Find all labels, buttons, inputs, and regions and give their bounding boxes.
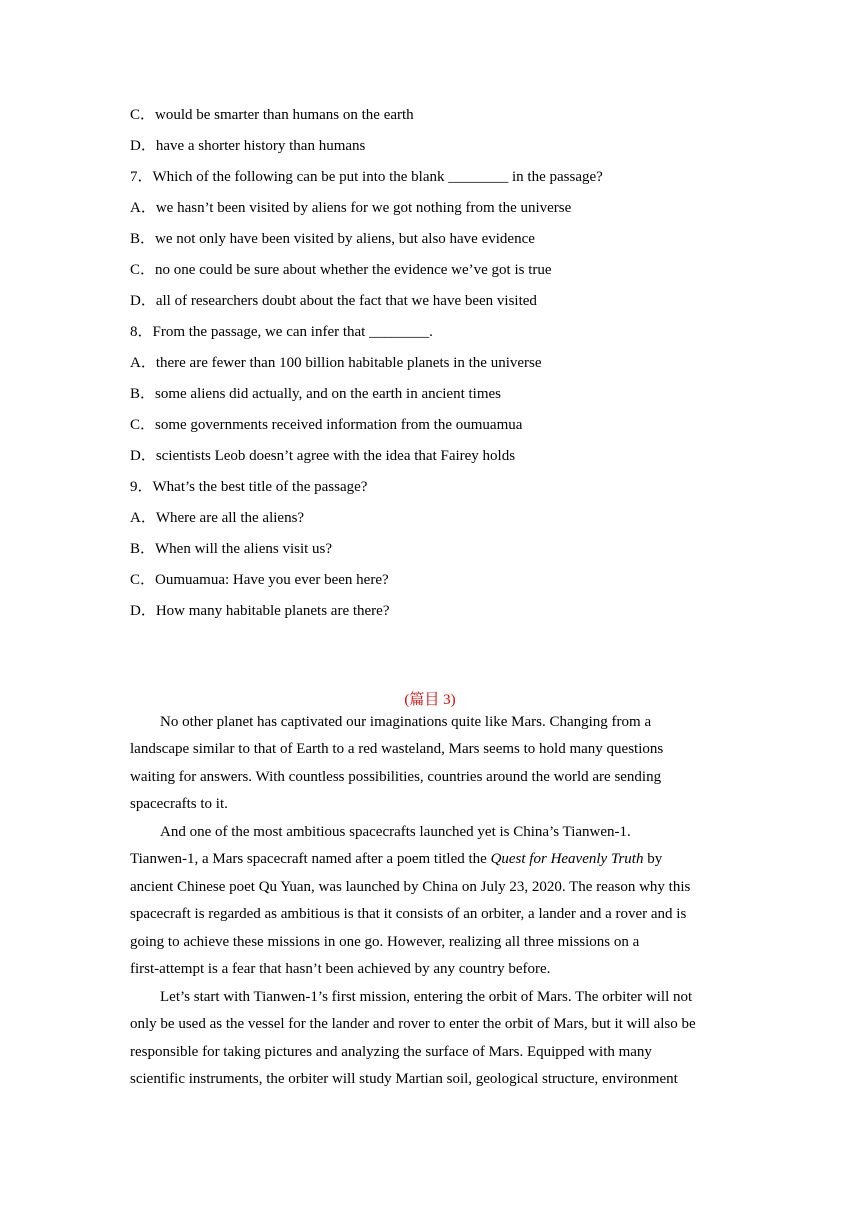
passage-line: scientific instruments, the orbiter will study Martian soil, geological structure, environment — [130, 1071, 678, 1087]
option-8b: B．some aliens did actually, and on the earth in ancient times — [130, 386, 502, 402]
passage-line: responsible for taking pictures and analyzing the surface of Mars. Equipped with many — [130, 1044, 652, 1060]
option-9d: D．How many habitable planets are there? — [130, 603, 390, 619]
option-7a: A．we hasn’t been visited by aliens for we got nothing from the universe — [130, 200, 572, 216]
passage-line: spacecraft is regarded as ambitious is that it consists of an orbiter, a lander and a rover and is — [130, 906, 687, 922]
option-9c: C．Oumuamua: Have you ever been here? — [130, 572, 389, 588]
passage-line: Let’s start with Tianwen-1’s first mission, entering the orbit of Mars. The orbiter will not — [160, 989, 693, 1005]
section-title: (篇目 3) — [404, 692, 456, 708]
option-7b: B．we not only have been visited by aliens, but also have evidence — [130, 231, 535, 247]
passage-line: going to achieve these missions in one go. However, realizing all three missions on a — [130, 934, 640, 950]
option-6d: D．have a shorter history than humans — [130, 138, 366, 154]
passage-line: And one of the most ambitious spacecrafts launched yet is China’s Tianwen-1. — [160, 824, 631, 840]
passage-line: only be used as the vessel for the lander and rover to enter the orbit of Mars, but it will also be — [130, 1016, 696, 1032]
passage-text: Tianwen-1, a Mars spacecraft named after a poem titled the — [130, 851, 491, 867]
passage-line: waiting for answers. With countless possibilities, countries around the world are sending — [130, 769, 662, 785]
option-9a: A．Where are all the aliens? — [130, 510, 305, 526]
poem-title: Quest for Heavenly Truth — [490, 851, 644, 867]
option-7d: D．all of researchers doubt about the fact that we have been visited — [130, 293, 537, 309]
passage-line: first-attempt is a fear that hasn’t been achieved by any country before. — [130, 961, 551, 977]
option-9b: B．When will the aliens visit us? — [130, 541, 333, 557]
question-8: 8．From the passage, we can infer that ________. — [130, 324, 433, 340]
option-8c: C．some governments received information from the oumuamua — [130, 417, 523, 433]
option-8a: A．there are fewer than 100 billion habitable planets in the universe — [130, 355, 542, 371]
passage-line: ancient Chinese poet Qu Yuan, was launched by China on July 23, 2020. The reason why this — [130, 879, 691, 895]
question-7: 7．Which of the following can be put into the blank ________ in the passage? — [130, 169, 603, 185]
question-9: 9．What’s the best title of the passage? — [130, 479, 368, 495]
option-7c: C．no one could be sure about whether the evidence we’ve got is true — [130, 262, 552, 278]
passage-line: No other planet has captivated our imaginations quite like Mars. Changing from a — [160, 714, 652, 730]
option-8d: D．scientists Leob doesn’t agree with the idea that Fairey holds — [130, 448, 516, 464]
passage-line: spacecrafts to it. — [130, 796, 228, 812]
option-6c: C．would be smarter than humans on the earth — [130, 107, 414, 123]
passage-line: landscape similar to that of Earth to a red wasteland, Mars seems to hold many questions — [130, 741, 664, 757]
passage-line — [130, 849, 662, 869]
passage-text: by — [643, 851, 663, 867]
